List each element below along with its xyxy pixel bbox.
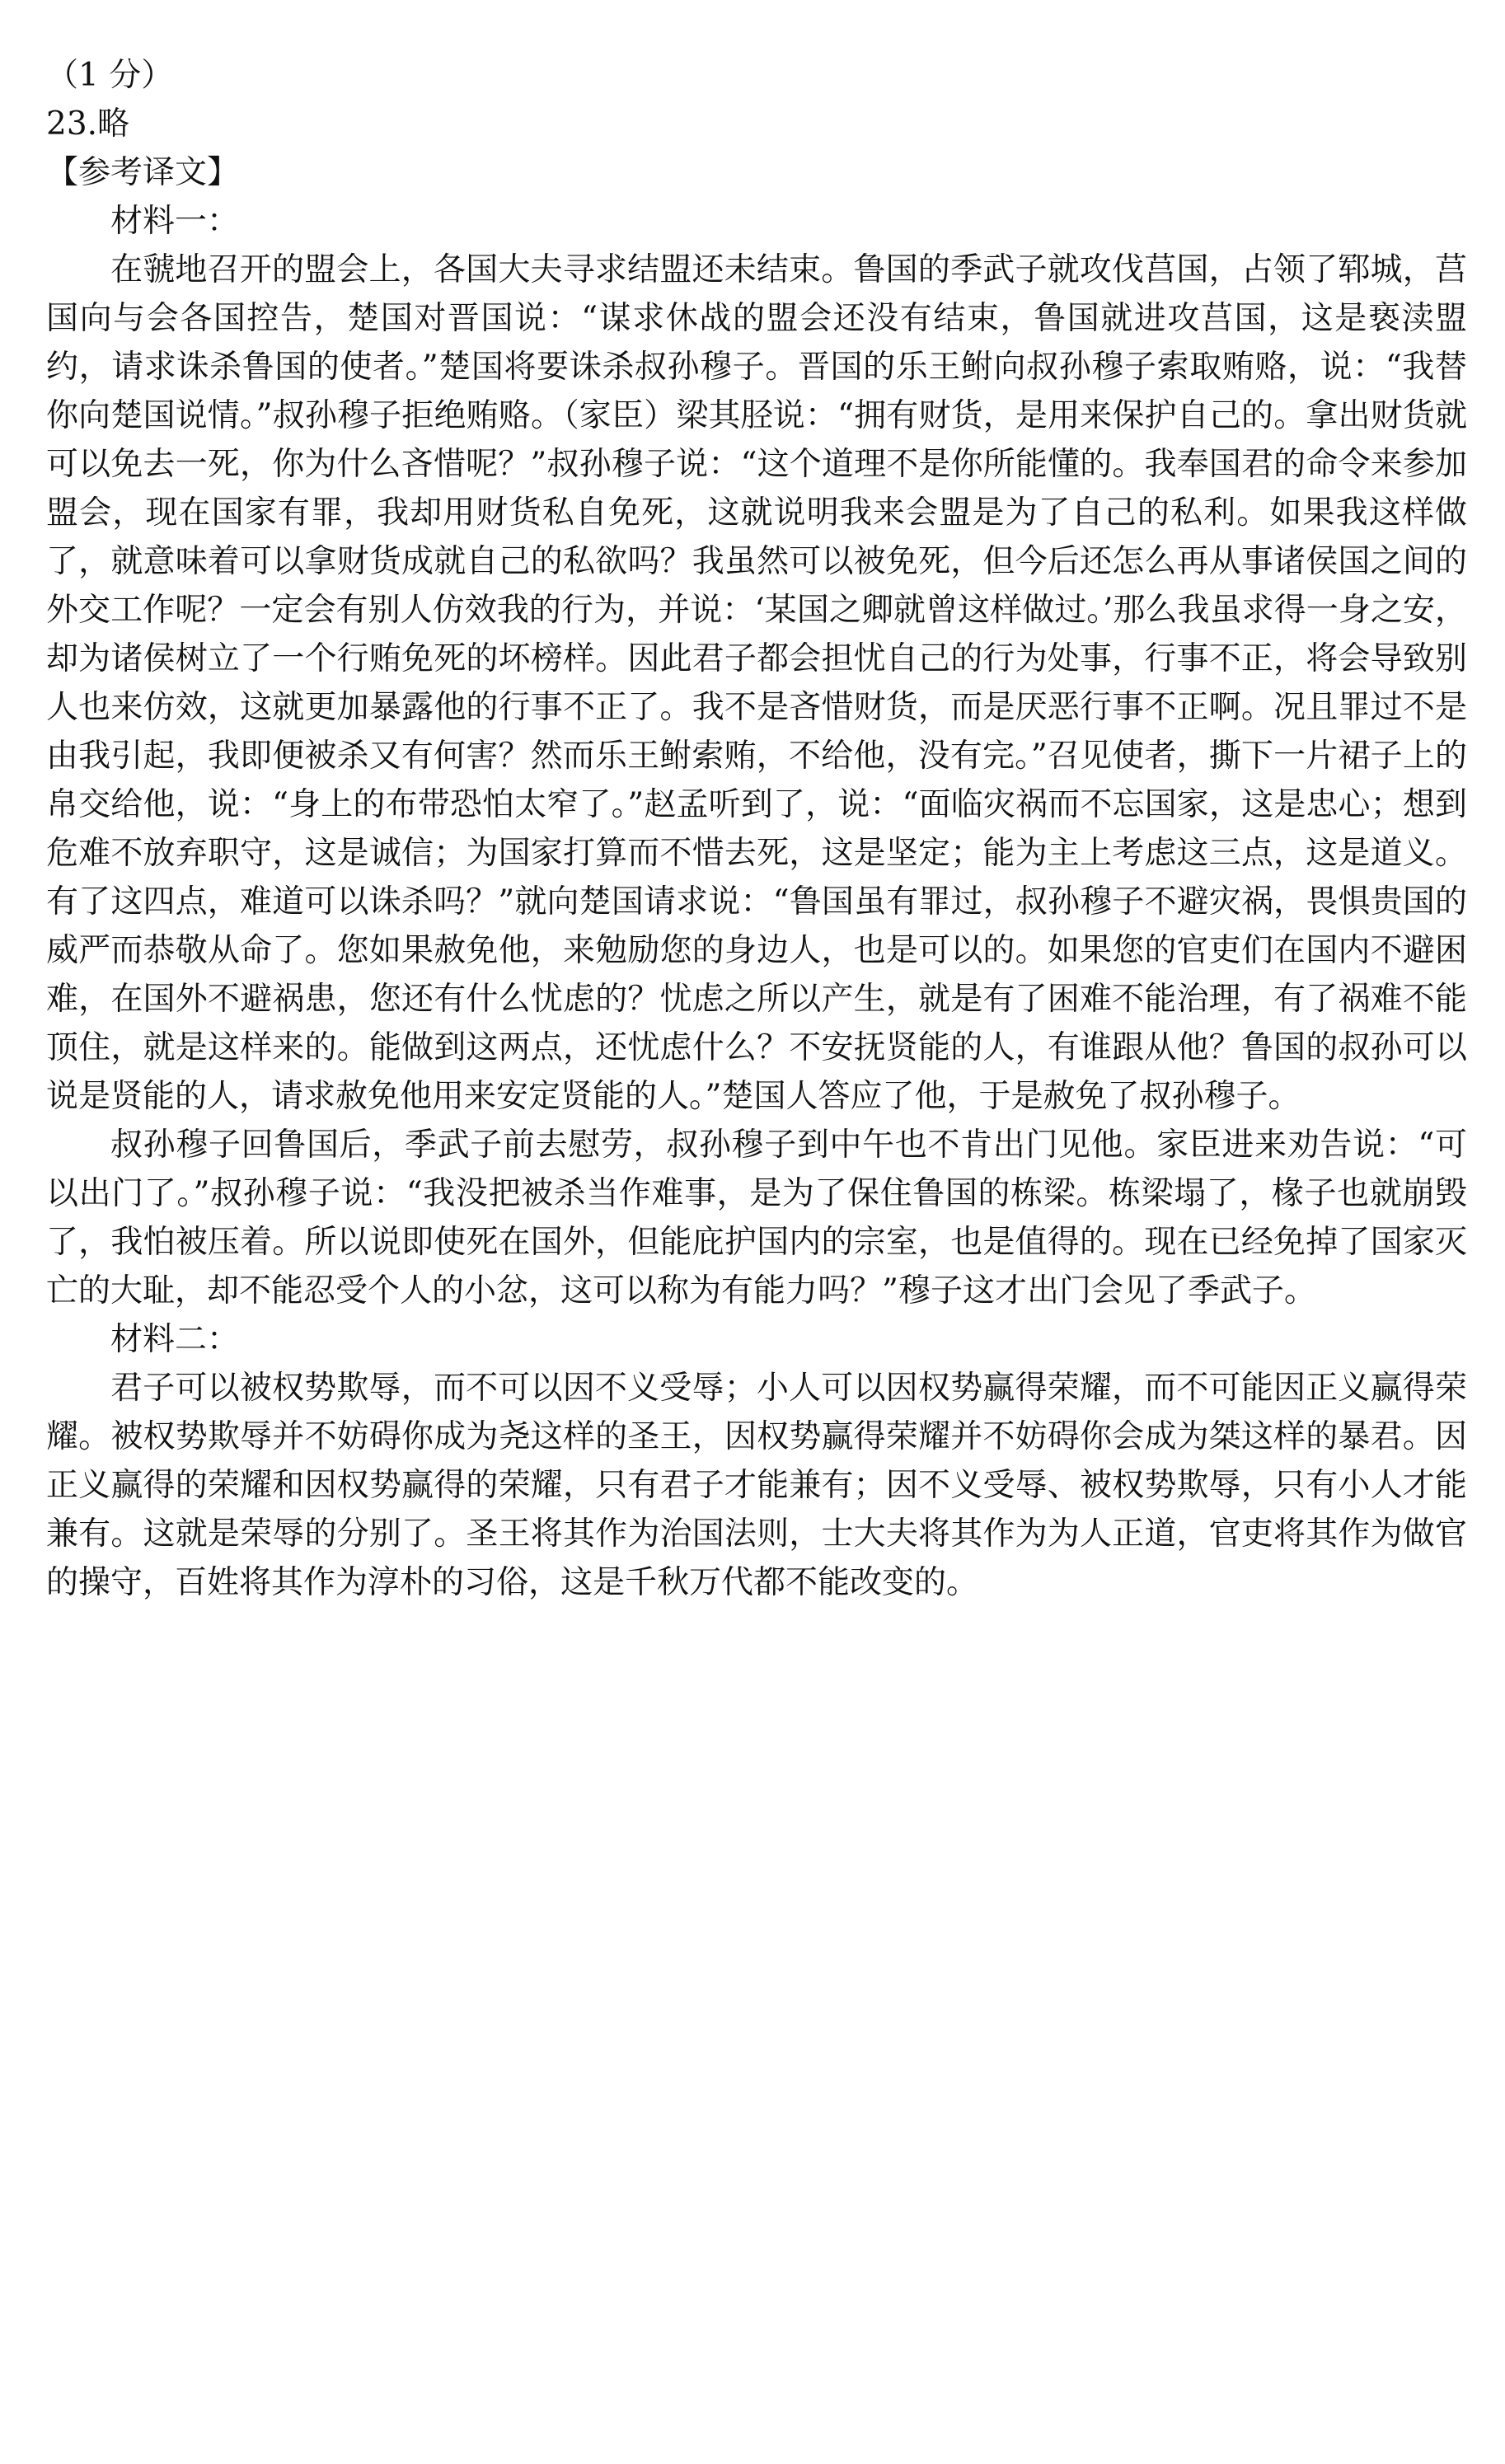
material-one-label: 材料一： <box>110 203 240 240</box>
answer-23: 23.略 <box>46 105 130 143</box>
material-one-paragraph-1: 在虢地召开的盟会上，各国大夫寻求结盟还未结束。鲁国的季武子就攻伐莒国，占领了郓城，莒国向与会各国控告，楚国对晋国说：“谋求休战的盟会还没有结束，鲁国就进攻莒国，这是亵渎盟约，请求诛杀鲁国的使者。”楚国将要诛杀叔孙穆子。晋国的乐王鲋向叔孙穆子索取贿赂，说：“我替你向楚国说情。”叔孙穆子拒绝贿赂。（家臣）梁其胫说：“拥有财货，是用来保护自己的。拿出财货就可以免去一死，你为什么吝惜呢？”叔孙穆子说：“这个道理不是你所能懂的。我奉国君的命令来参加盟会，现在国家有罪，我却用财货私自免死，这就说明我来会盟是为了自己的私利。如果我这样做了，就意味着可以拿财货成就自己的私欲吗？我虽然可以被免死，但今后还怎么再从事诸侯国之间的外交工作呢？一定会有别人仿效我的行为，并说：‘某国之卿就曾这样做过。’那么我虽求得一身之安，却为诸侯树立了一个行贿免死的坏榜样。因此君子都会担忧自己的行为处事，行事不正，将会导致别人也来仿效，这就更加暴露他的行事不正了。我不是吝惜财货，而是厌恶行事不正啊。况且罪过不是由我引起，我即便被杀又有何害？然而乐王鲋索贿，不给他，没有完。”召见使者，撕下一片裙子上的帛交给他，说：“身上的布带恐怕太窄了。”赵孟听到了，说：“面临灾祸而不忘国家，这是忠心；想到危难不放弃职守，这是诚信；为国家打算而不惜去死，这是坚定；能为主上考虑这三点，这是道义。有了这四点，难道可以诛杀吗？”就向楚国请求说：“鲁国虽有罪过，叔孙穆子不避灾祸，畏惧贵国的威严而恭敬从命了。您如果赦免他，来勉励您的身边人，也是可以的。如果您的官吏们在国内不避困难，在国外不避祸患，您还有什么忧虑的？忧虑之所以产生，就是有了困难不能治理，有了祸难不能顶住，就是这样来的。能做到这两点，还忧虑什么？不安抚贤能的人，有谁跟从他？鲁国的叔孙可以说是贤能的人，请求赦免他用来安定贤能的人。”楚国人答应了他，于是赦免了叔孙穆子。 <box>46 251 1467 1115</box>
material-two-section <box>46 1315 1467 1607</box>
score-note: （1 分） <box>46 57 174 94</box>
material-one-paragraph-2: 叔孙穆子回鲁国后，季武子前去慰劳，叔孙穆子到中午也不肯出门见他。家臣进来劝告说：“可以出门了。”叔孙穆子说：“我没把被杀当作难事，是为了保住鲁国的栋梁。栋梁塌了，椽子也就崩毁了，我怕被压着。所以说即使死在国外，但能庇护国内的宗室，也是值得的。现在已经免掉了国家灭亡的大耻，却不能忍受个人的小忿，这可以称为有能力吗？”穆子这才出门会见了季武子。 <box>46 1127 1467 1309</box>
material-one-section <box>46 197 1467 1315</box>
material-two-paragraph-1: 君子可以被权势欺辱，而不可以因不义受辱；小人可以因权势赢得荣耀，而不可能因正义赢得荣耀。被权势欺辱并不妨碍你成为尧这样的圣王，因权势赢得荣耀并不妨碍你会成为桀这样的暴君。因正义赢得的荣耀和因权势赢得的荣耀，只有君子才能兼有；因不义受辱、被权势欺辱，只有小人才能兼有。这就是荣辱的分别了。圣王将其作为治国法则，士大夫将其作为为人正道，官吏将其作为做官的操守，百姓将其作为淳朴的习俗，这是千秋万代都不能改变的。 <box>46 1370 1467 1601</box>
section-title: 【参考译文】 <box>46 154 240 191</box>
document-page <box>46 51 1467 1607</box>
material-two-label: 材料二： <box>110 1321 240 1358</box>
